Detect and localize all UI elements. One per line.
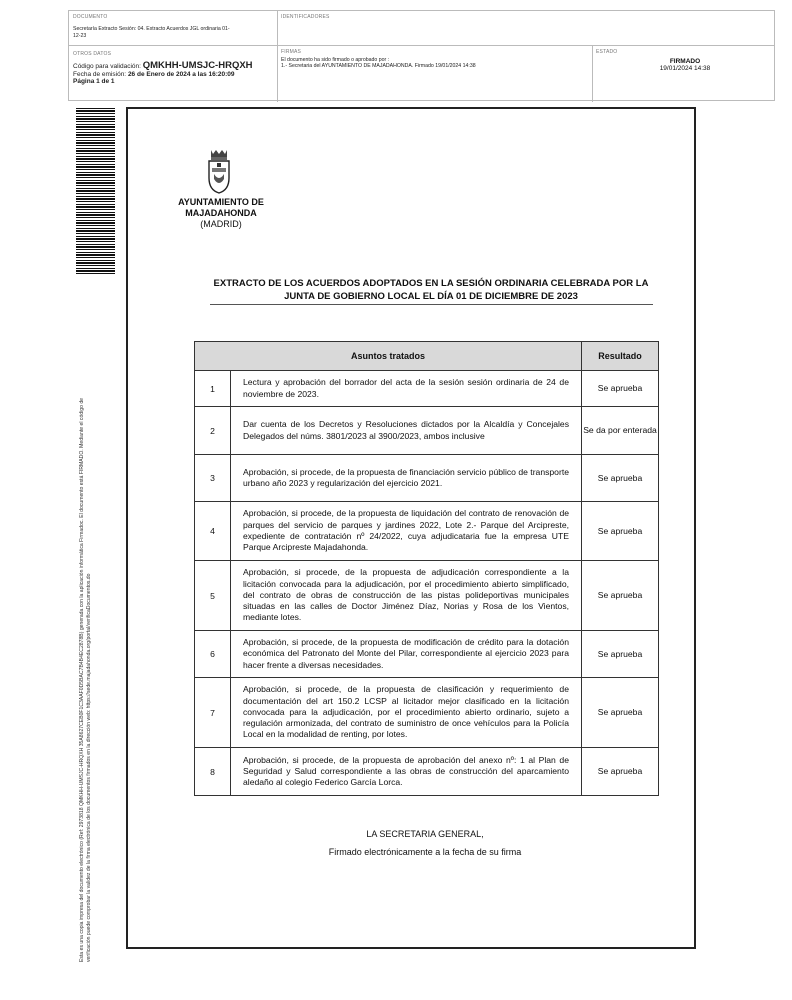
table-row <box>195 561 659 631</box>
coat-of-arms-icon <box>206 148 232 194</box>
row-result: Se aprueba <box>582 455 659 502</box>
fecha-value: 26 de Enero de 2024 a las 16:20:09 <box>127 71 235 78</box>
row-result: Se aprueba <box>582 631 659 678</box>
estado-value: FIRMADO <box>669 58 701 65</box>
table-row <box>195 678 659 748</box>
side-text-line2: verificación puede comprobar la validez de la firma electrónica de los documentos firmados en la dirección web: https://sede.majadahonda.org/portal/verificaDocumentos.do <box>86 573 92 962</box>
row-number: 8 <box>195 748 231 796</box>
identificadores-label: IDENTIFICADORES <box>281 14 330 20</box>
row-number: 5 <box>195 561 231 631</box>
row-number: 6 <box>195 631 231 678</box>
fecha-prefix: Fecha de emisión: <box>73 71 127 78</box>
table-row <box>195 371 659 407</box>
codigo-value[interactable]: QMKHH-UMSJC-HRQXH <box>142 60 253 71</box>
row-result: Se aprueba <box>582 561 659 631</box>
side-verification-text <box>79 302 93 962</box>
codigo-prefix: Código para validación: <box>73 63 141 70</box>
fecha-emision <box>73 71 277 78</box>
row-text: Dar cuenta de los Decretos y Resoluciones dictados por la Alcaldía y Concejales Delegados del núms. 3801/2023 al 3900/2023, ambos inclusive <box>231 407 582 455</box>
row-number: 4 <box>195 502 231 561</box>
signature-note: Firmado electrónicamente a la fecha de su firma <box>328 847 522 857</box>
pagina-info: Página 1 de 1 <box>73 78 115 85</box>
row-result: Se aprueba <box>582 748 659 796</box>
side-text-line1: Esta es una copia impresa del documento electrónico (Ref: 2973818 QMKHH-UMSJC-HRQXH 35A8627CEB0F1C3AAF0D5BAC7B4B4EC2878B) generada con la aplicación informática Firmadoc. El documento está FIRMADO. Mediante el código de <box>79 398 85 962</box>
row-text: Aprobación, si procede, de la propuesta de aprobación del anexo nº: 1 al Plan de Seguridad y Salud correspondiente a las obras de construcción del aparcamiento aledaño al colegio Federico García Lorca. <box>231 748 582 796</box>
estado-fecha: 19/01/2024 14:38 <box>659 65 711 72</box>
table-row <box>195 407 659 455</box>
firmas-line2: 1.- Secretaria del AYUNTAMIENTO DE MAJADAHONDA. Firmado 19/01/2024 14:38 <box>281 63 476 69</box>
row-text: Aprobación, si procede, de la propuesta de financiación servicio público de transporte urbano año 2023 y regularización del ejercicio 2021. <box>231 455 582 502</box>
row-result: Se aprueba <box>582 678 659 748</box>
firmas-cell <box>281 49 581 69</box>
estado-cell <box>596 49 774 72</box>
firmas-label: FIRMAS <box>281 49 302 55</box>
estado-label: ESTADO <box>596 49 618 55</box>
ayuntamiento-line1: AYUNTAMIENTO DE <box>178 197 264 207</box>
row-number: 1 <box>195 371 231 407</box>
header-asuntos: Asuntos tratados <box>195 342 582 371</box>
ayuntamiento-line3: (MADRID) <box>200 219 242 229</box>
codigo-validacion <box>73 60 277 71</box>
table-row <box>195 631 659 678</box>
documento-cell <box>73 14 273 39</box>
acuerdos-table <box>194 341 659 796</box>
title-line2: JUNTA DE GOBIERNO LOCAL EL DÍA 01 DE DICIEMBRE DE 2023 <box>284 291 578 302</box>
row-text: Aprobación, si procede, de la propuesta de modificación de crédito para la dotación económica del Patronato del Monte del Pilar, correspondiente al ejercicio 2023 para hacer frente a diversas necesidades. <box>231 631 582 678</box>
firmas-line1: El documento ha sido firmado o aprobado por : <box>281 57 390 63</box>
row-text: Aprobación, si procede, de la propuesta de clasificación y requerimiento de documentación del art 150.2 LCSP al licitador mejor clasificado en la licitación convocada para la adjudicación, por el procedimiento abierto ordinario, sujeto a regulación armonizada, del contrato de suministro de once vehículos para la Policía Local en la modalidad de renting, por lotes. <box>231 678 582 748</box>
row-text: Aprobación, si procede, de la propuesta de adjudicación correspondiente a la licitación convocada para la adjudicación, por el procedimiento abierto simplificado, del contrato de obras de construcción de las pistas polideportivas municipales situadas en las calles de Doctor Jiménez Díaz, Norias y Rosa de los Vientos, mediante lotes. <box>231 561 582 631</box>
ayuntamiento-line2: MAJADAHONDA <box>185 208 257 218</box>
signature-title: LA SECRETARIA GENERAL, <box>366 829 484 839</box>
row-number: 7 <box>195 678 231 748</box>
barcode <box>76 108 115 275</box>
identificadores-cell <box>281 14 581 20</box>
row-result: Se da por enterada <box>582 407 659 455</box>
table-row <box>195 502 659 561</box>
row-text: Lectura y aprobación del borrador del acta de la sesión sesión ordinaria de 24 de noviembre de 2023. <box>231 371 582 407</box>
row-number: 2 <box>195 407 231 455</box>
document-title <box>196 277 666 303</box>
header-resultado: Resultado <box>582 342 659 371</box>
otros-datos-cell <box>73 51 277 85</box>
otros-datos-label: OTROS DATOS <box>73 51 112 57</box>
documento-label: DOCUMENTO <box>73 14 108 20</box>
table-header-row <box>195 342 659 371</box>
documento-text: Secretaría Extracto Sesión: 04. Extracto Acuerdos JGL ordinaria 01-12-23 <box>73 26 230 39</box>
document-header <box>68 10 775 101</box>
title-divider <box>210 304 653 305</box>
table-row <box>195 455 659 502</box>
row-text: Aprobación, si procede, de la propuesta de liquidación del contrato de renovación de parques del servicio de parques y jardines 2022, Lote 2.- Parque del Arcipreste, expediente de contratación nº 24/2022, cuya adjudicataria fue la empresa UTE Parque Arcipreste Majadahonda. <box>231 502 582 561</box>
row-result: Se aprueba <box>582 502 659 561</box>
table-row <box>195 748 659 796</box>
row-number: 3 <box>195 455 231 502</box>
ayuntamiento-name <box>170 197 272 230</box>
title-line1: EXTRACTO DE LOS ACUERDOS ADOPTADOS EN LA SESIÓN ORDINARIA CELEBRADA POR LA <box>213 278 649 289</box>
row-result: Se aprueba <box>582 371 659 407</box>
